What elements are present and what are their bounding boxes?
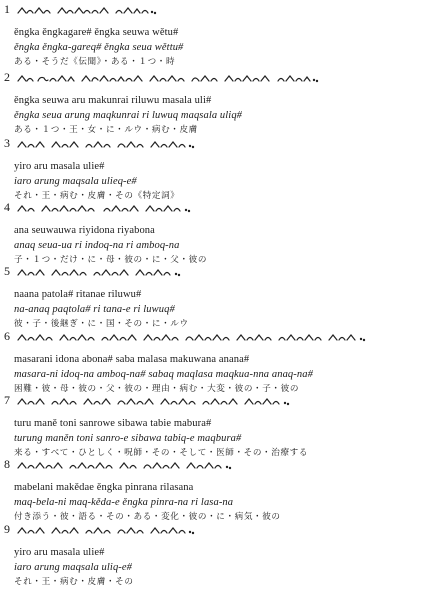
bugis-script-line — [16, 72, 346, 85]
bugis-script-line — [16, 138, 266, 151]
bugis-script-glyphs — [16, 266, 266, 279]
entry-number: 8 — [4, 457, 10, 471]
bugis-script-line — [16, 459, 336, 472]
japanese-gloss: ある・そうだ《伝聞》・ある・１つ・時 — [14, 57, 176, 67]
entry-number: 5 — [4, 264, 10, 278]
japanese-gloss: ある・１つ・王・女・に・ルウ・病む・皮膚 — [14, 125, 198, 135]
bugis-script-line — [16, 4, 166, 17]
japanese-gloss: それ・王・病む・皮膚・その — [14, 577, 134, 587]
bugis-script-line — [16, 202, 296, 215]
bugis-script-line — [16, 331, 416, 344]
transliteration: ěngka ěngkagare# ěngka seuwa wětu# — [14, 27, 179, 38]
bugis-script-glyphs — [16, 524, 266, 537]
japanese-gloss: 子・１つ・だけ・に・母・彼の・に・父・彼の — [14, 255, 208, 265]
transliteration: ana seuwauwa riyidona riyabona — [14, 225, 155, 236]
bugis-script-line — [16, 395, 396, 408]
morpheme-analysis: masara-ni idoq-na amboq-na# sabaq maqlasa maqkua-nna anaq-na# — [14, 369, 313, 380]
entry-number: 7 — [4, 393, 10, 407]
entry-number: 4 — [4, 200, 10, 214]
bugis-script-glyphs — [16, 72, 346, 85]
morpheme-analysis: ěngka ěngka-gareq# ěngka seua wěttu# — [14, 42, 184, 53]
morpheme-analysis: iaro arung maqsala ulieq-e# — [14, 176, 137, 187]
japanese-gloss: 来る・すべて・ひとしく・呪師・その・そして・医師・その・治療する — [14, 448, 309, 458]
transliteration: yiro aru masala ulie# — [14, 161, 105, 172]
bugis-script-glyphs — [16, 4, 166, 17]
japanese-gloss: それ・王・病む・皮膚・その《特定詞》 — [14, 191, 180, 201]
transliteration: mabelani makědae ěngka pinrana rilasana — [14, 482, 194, 493]
bugis-script-line — [16, 266, 266, 279]
japanese-gloss: 付き添う・彼・語る・その・ある・変化・彼の・に・病気・彼の — [14, 512, 281, 522]
entry-number: 9 — [4, 522, 10, 536]
morpheme-analysis: turung maněn toni sanro-e sibawa tabiq-e maqbura# — [14, 433, 242, 444]
morpheme-analysis: maq-bela-ni maq-kěda-e ěngka pinra-na ri lasa-na — [14, 497, 234, 508]
transliteration: naana patola# ritanae riluwu# — [14, 289, 142, 300]
entry-number: 6 — [4, 329, 10, 343]
bugis-script-glyphs — [16, 395, 396, 408]
transliteration: yiro aru masala ulie# — [14, 547, 105, 558]
bugis-script-glyphs — [16, 459, 336, 472]
morpheme-analysis: anaq seua-ua ri indoq-na ri amboq-na — [14, 240, 180, 251]
transliteration: masarani idona abona# saba malasa makuwana anana# — [14, 354, 250, 365]
bugis-script-glyphs — [16, 138, 266, 151]
bugis-script-glyphs — [16, 202, 296, 215]
transliteration: ěngka seuwa aru makunrai riluwu masala uli# — [14, 95, 212, 106]
morpheme-analysis: iaro arung maqsala uliq-e# — [14, 562, 133, 573]
entry-number: 1 — [4, 2, 10, 16]
japanese-gloss: 困難・彼・母・彼の・父・彼の・理由・病む・大変・彼の・子・彼の — [14, 384, 300, 394]
morpheme-analysis: na-anaq paqtola# ri tana-e ri luwuq# — [14, 304, 175, 315]
entry-number: 3 — [4, 136, 10, 150]
transliteration: turu maně toni sanrowe sibawa tabie mabura# — [14, 418, 212, 429]
japanese-gloss: 彼・子・後継ぎ・に・国・その・に・ルウ — [14, 319, 189, 329]
bugis-script-line — [16, 524, 266, 537]
entry-number: 2 — [4, 70, 10, 84]
bugis-script-glyphs — [16, 331, 416, 344]
morpheme-analysis: ěngka seua arung maqkunrai ri luwuq maqsala uliq# — [14, 110, 243, 121]
